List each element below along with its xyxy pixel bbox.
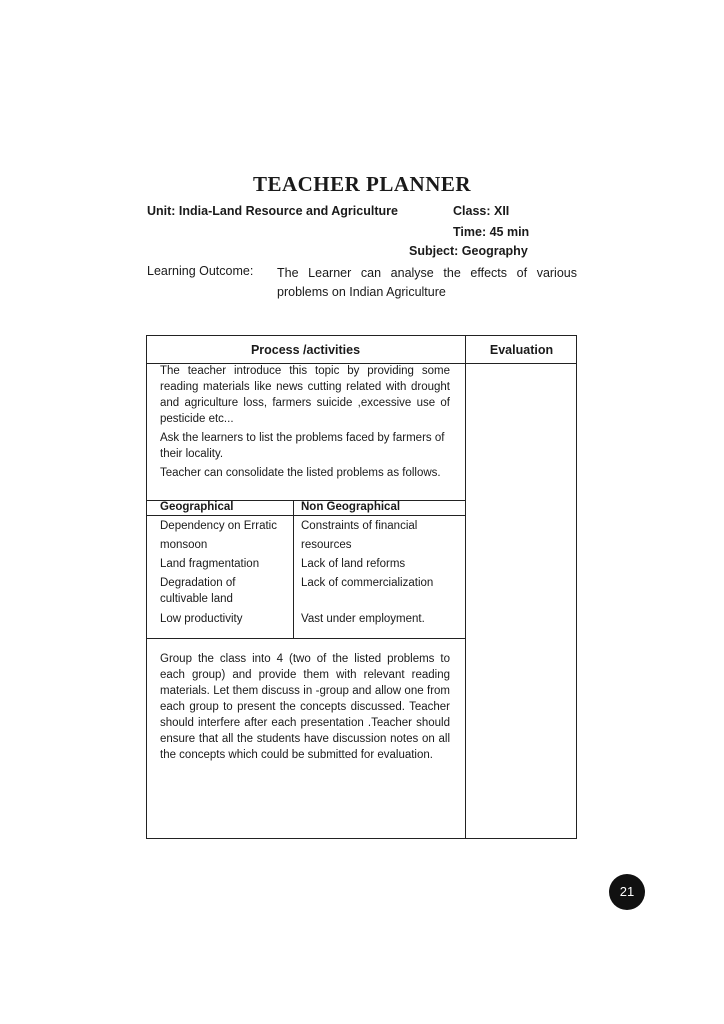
consolidate-paragraph: Teacher can consolidate the listed problems as follows. bbox=[160, 467, 441, 479]
geo-item: Dependency on Erratic bbox=[160, 520, 277, 532]
header-non-geographical: Non Geographical bbox=[301, 501, 401, 513]
page-title: TEACHER PLANNER bbox=[252, 172, 472, 196]
non-geo-item: Constraints of financial bbox=[301, 520, 418, 532]
non-geo-item: Vast under employment. bbox=[301, 613, 425, 625]
time-label: Time: 45 min bbox=[453, 225, 530, 239]
geo-item: Land fragmentation bbox=[160, 558, 260, 570]
unit-label: Unit: India-Land Resource and Agriculture bbox=[147, 204, 398, 218]
learning-outcome-label: Learning Outcome: bbox=[147, 264, 254, 278]
geo-item: Degradation of cultivable land bbox=[160, 577, 236, 605]
intro-paragraph: The teacher introduce this topic by providing some reading materials like news cutting related with drought and agriculture loss, farmers suicide ,excessive use of pesticide etc... bbox=[160, 365, 450, 425]
class-label: Class: XII bbox=[453, 204, 510, 218]
group-activity-paragraph: Group the class into 4 (two of the listed problems to each group) and provide them with relevant reading materials. Let them discuss in -group and allow one from each group to present the concepts discussed. Teacher should interfere after each presentation .Teacher should ensure that all the students have discussion notes on all the concepts which could be submitted for evaluation. bbox=[160, 653, 450, 761]
learning-outcome-text: The Learner can analyse the effects of various problems on Indian Agriculture bbox=[277, 266, 577, 299]
non-geo-item: resources bbox=[301, 539, 352, 551]
non-geo-item: Lack of commercialization bbox=[301, 577, 434, 589]
geo-item: Low productivity bbox=[160, 613, 243, 625]
header-evaluation: Evaluation bbox=[489, 343, 554, 357]
page-number: 21 bbox=[609, 874, 645, 910]
non-geo-item: Lack of land reforms bbox=[301, 558, 406, 570]
geo-item: monsoon bbox=[160, 539, 208, 551]
header-geographical: Geographical bbox=[160, 501, 234, 513]
problems-header-divider bbox=[146, 515, 466, 516]
problems-bottom-border bbox=[146, 638, 466, 639]
header-process: Process /activities bbox=[250, 343, 361, 357]
ask-paragraph: Ask the learners to list the problems faced by farmers of their locality. bbox=[160, 432, 445, 460]
subject-label: Subject: Geography bbox=[409, 244, 528, 258]
problems-table bbox=[146, 500, 466, 638]
